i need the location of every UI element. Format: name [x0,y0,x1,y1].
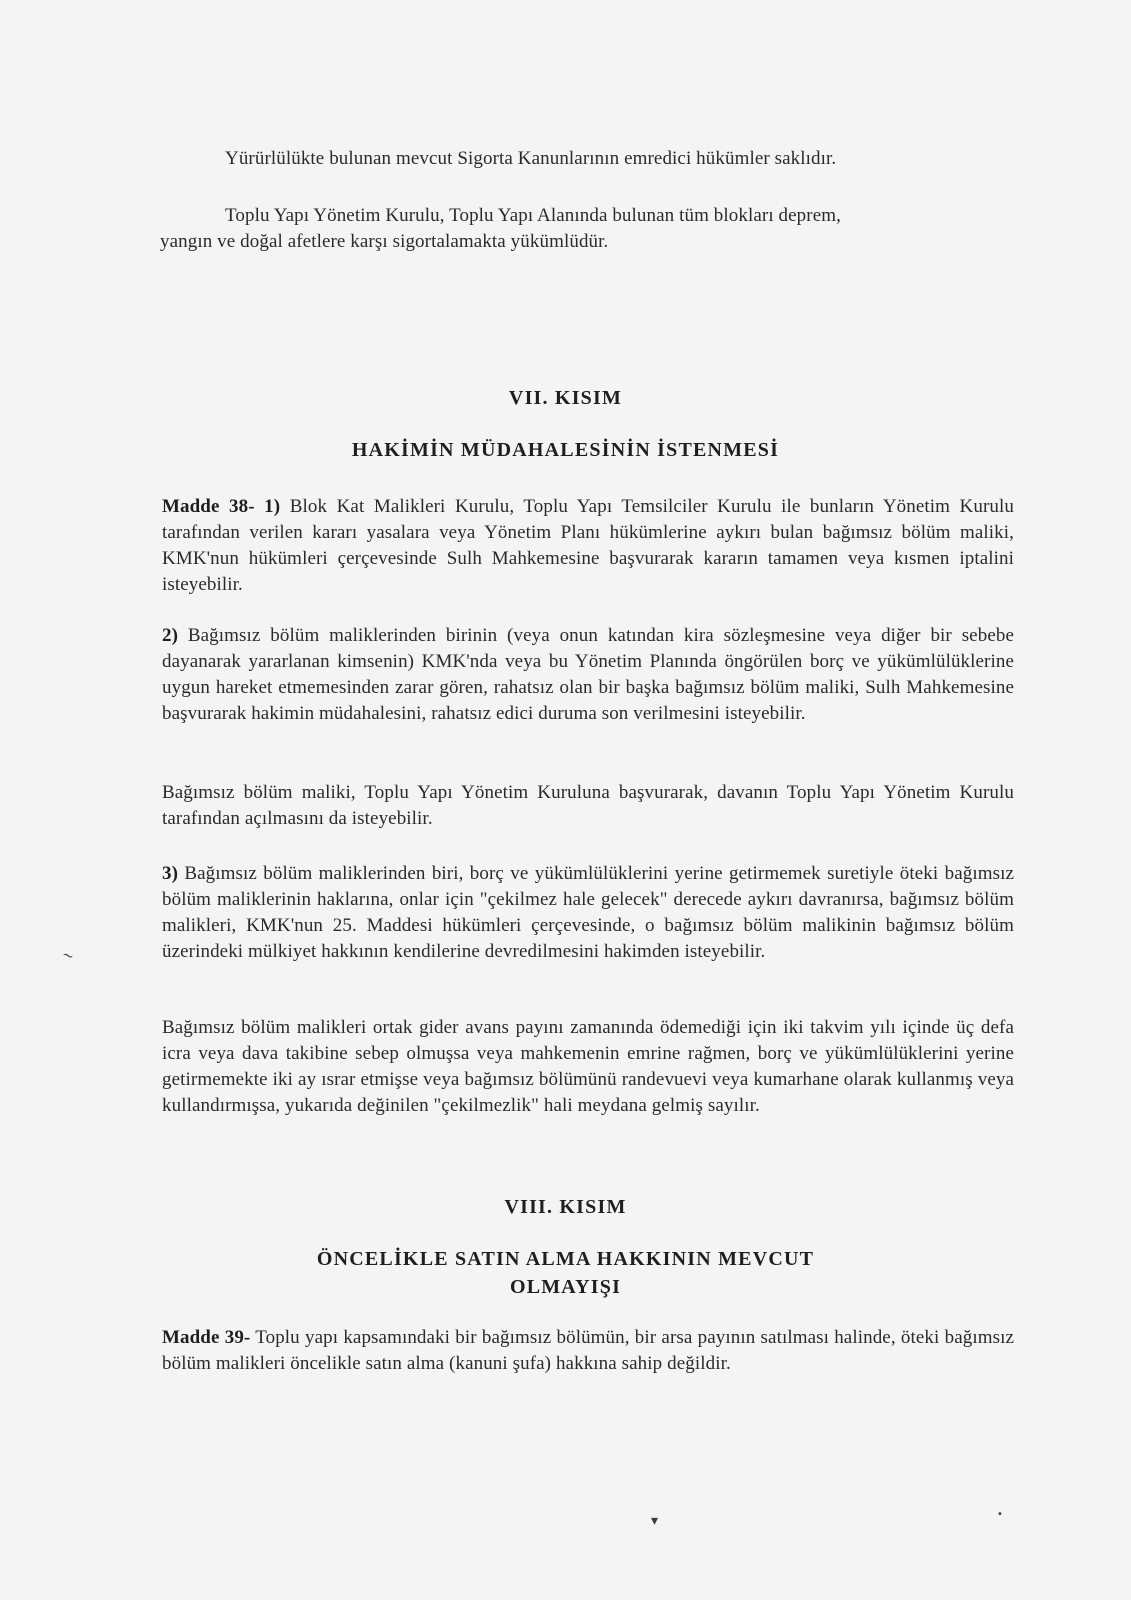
article-39-text: Toplu yapı kapsamındaki bir bağımsız bölümün, bir arsa payının satılması halinde, öteki bağımsız bölüm malikleri öncelikle satın alma (kanuni şufa) hakkına sahip değildir. [162,1327,1014,1374]
clause-3-number: 3) [162,863,179,884]
clause-2-number: 2) [162,625,179,646]
scan-speck-left: ~ [59,946,77,966]
article-39-label: Madde 39- [162,1327,251,1348]
article-38-clause-2-followup: Bağımsız bölüm maliki, Toplu Yapı Yönetim Kuruluna başvurarak, davanın Toplu Yapı Yönetim Kurulu tarafından açılmasını da isteyebilir. [162,782,1014,829]
scan-speck-bottom-center: ▾ [651,1513,659,1529]
part-8-label: VIII. KISIM [504,1196,627,1218]
intro-sentence: Yürürlülükte bulunan mevcut Sigorta Kanunlarının emredici hükümler saklıdır. [225,148,837,169]
article-38-clause-3-followup: Bağımsız bölüm malikleri ortak gider avans payını zamanında ödemediği için iki takvim yılı içinde üç defa icra veya dava takibine sebep olmuşsa veya mahkemenin emrine rağmen, borç ve yükümlülüklerini yerine getirmemekte iki ay ısrar etmişse veya bağımsız bölümünü randevuevi veya kumarhane olarak kullanmış veya kullandırmışsa, yukarıda değinilen "çekilmezlik" hali meydana gelmiş sayılır. [162,1017,1014,1116]
part-8-title-line-2: OLMAYIŞI [509,1276,622,1298]
clause-1-number: 1) [264,496,281,517]
part-7-label: VII. KISIM [508,387,623,409]
article-38-label: Madde 38- [162,496,255,517]
part-8-title-line-1: ÖNCELİKLE SATIN ALMA HAKKININ MEVCUT [316,1248,815,1270]
insurance-duty-line-1: Toplu Yapı Yönetim Kurulu, Toplu Yapı Alanında bulunan tüm blokları deprem, [225,205,841,226]
article-38-clause-2 [162,623,1014,727]
clause-1-text: Blok Kat Malikleri Kurulu, Toplu Yapı Temsilciler Kurulu ile bunların Yönetim Kurulu tarafından verilen kararı yasalara veya Yönetim Planı hükümlerine aykırı bulan bağımsız bölüm maliki, KMK'nun hükümleri çerçevesinde Sulh Mahkemesine başvurarak kararın tamamen veya kısmen iptalini isteyebilir. [162,496,1014,595]
insurance-duty-line-2: yangın ve doğal afetlere karşı sigortalamakta yükümlüdür. [160,231,609,252]
article-39-paragraph [162,1325,1014,1377]
article-38-clause-3 [162,861,1014,965]
article-38-clause-1 [162,494,1014,598]
part-7-title: HAKİMİN MÜDAHALESİNİN İSTENMESİ [351,439,780,461]
scan-speck-bottom-right: • [997,1509,1003,1520]
clause-2-text: Bağımsız bölüm maliklerinden birinin (veya onun katından kira sözleşmesine veya diğer bir sebebe dayanarak yararlanan kimsenin) KMK'nda veya bu Yönetim Planında öngörülen borç ve yükümlülüklerine uygun hareket etmemesinden zarar gören, rahatsız olan bir başka bağımsız bölüm maliki, Sulh Mahkemesine başvurarak hakimin müdahalesini, rahatsız edici duruma son verilmesini isteyebilir. [162,625,1014,724]
clause-3-text: Bağımsız bölüm maliklerinden biri, borç ve yükümlülüklerini yerine getirmemek suretiyle öteki bağımsız bölüm maliklerinin haklarına, onlar için "çekilmez hale gelecek" derecede aykırı davranırsa, bağımsız bölüm malikleri, KMK'nun 25. Maddesi hükümleri çerçevesinde, o bağımsız bölüm malikinin bağımsız bölüm üzerindeki mülkiyet hakkının kendilerine devredilmesini hakimden isteyebilir. [162,863,1014,962]
insurance-duty-paragraph [160,203,985,255]
